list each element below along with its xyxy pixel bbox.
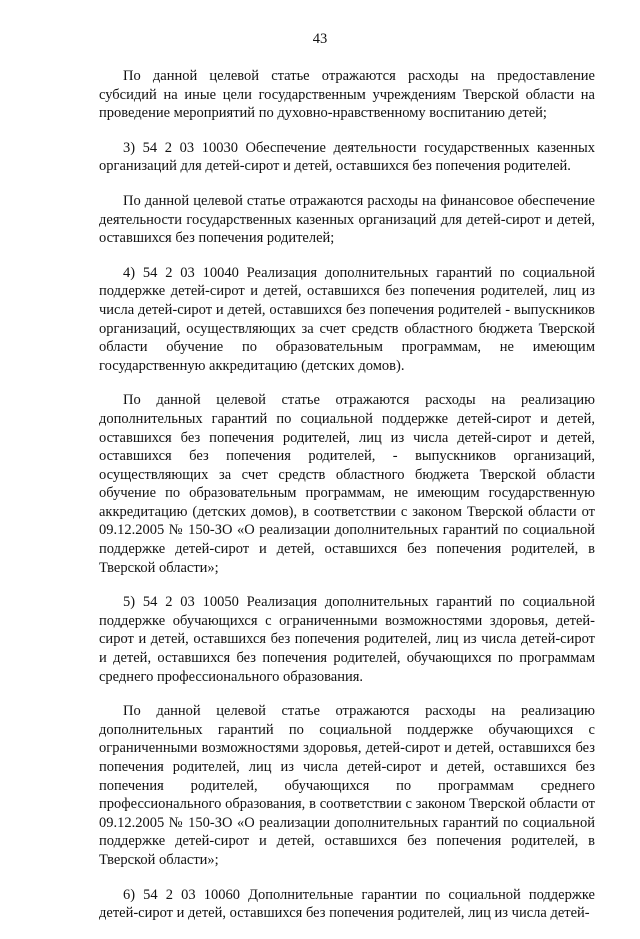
- document-body: [99, 67, 595, 939]
- paragraph-4: По данной целевой статье отражаются расходы на реализацию дополнительных гарантий по социальной поддержке обучающихся с ограниченными возможностями здоровья, детей-сирот и детей, оставшихся без попечения родителей, лиц из числа детей-сирот и детей, оставшихся без попечения родителей, обучающихся по программам среднего профессионального образования, в соответствии с законом Тверской области от 09.12.2005 № 150-ЗО «О реализации дополнительных гарантий по социальной поддержке детей-сирот и детей, оставшихся без попечения родителей, в Тверской области»;: [99, 703, 595, 868]
- page-number: 43: [312, 31, 328, 47]
- paragraph-2: По данной целевой статье отражаются расходы на финансовое обеспечение деятельности государственных казенных организаций для детей-сирот и детей, оставшихся без попечения родителей;: [99, 192, 595, 247]
- list-item-5: 5) 54 2 03 10050 Реализация дополнительных гарантий по социальной поддержке обучающихся с ограниченными возможностями здоровья, детей-сирот и детей, оставшихся без попечения родителей, лиц из числа детей-сирот и детей, оставшихся без попечения родителей, обучающихся по программам среднего профессионального образования.: [99, 594, 595, 685]
- paragraph-1: По данной целевой статье отражаются расходы на предоставление субсидий на иные цели государственным учреждениям Тверской области на проведение мероприятий по духовно-нравственному воспитанию детей;: [99, 68, 595, 122]
- paragraph-3: По данной целевой статье отражаются расходы на реализацию дополнительных гарантий по социальной поддержке детей-сирот и детей, оставшихся без попечения родителей, лиц из числа детей-сирот и детей, оставшихся без попечения родителей, - выпускников организаций, осуществляющих за счет средств областного бюджета Тверской области обучение по образовательным программам, не имеющим государственную аккредитацию (детских домов), в соответствии с законом Тверской области от 09.12.2005 № 150-ЗО «О реализации дополнительных гарантий по социальной поддержке детей-сирот и детей, оставшихся без попечения родителей, в Тверской области»;: [99, 392, 595, 576]
- list-item-3: 3) 54 2 03 10030 Обеспечение деятельности государственных казенных организаций для детей-сирот и детей, оставшихся без попечения родителей.: [99, 139, 595, 175]
- list-item-6: 6) 54 2 03 10060 Дополнительные гарантии по социальной поддержке детей-сирот и детей, оставшихся без попечения родителей, лиц из числа детей-: [99, 886, 595, 922]
- list-item-4: 4) 54 2 03 10040 Реализация дополнительных гарантий по социальной поддержке детей-сирот и детей, оставшихся без попечения родителей, лиц из числа детей-сирот и детей, оставшихся без попечения родителей - выпускников организаций, осуществляющих за счет средств областного бюджета Тверской области обучение по образовательным программам, не имеющим государственную аккредитацию (детских домов).: [99, 264, 595, 374]
